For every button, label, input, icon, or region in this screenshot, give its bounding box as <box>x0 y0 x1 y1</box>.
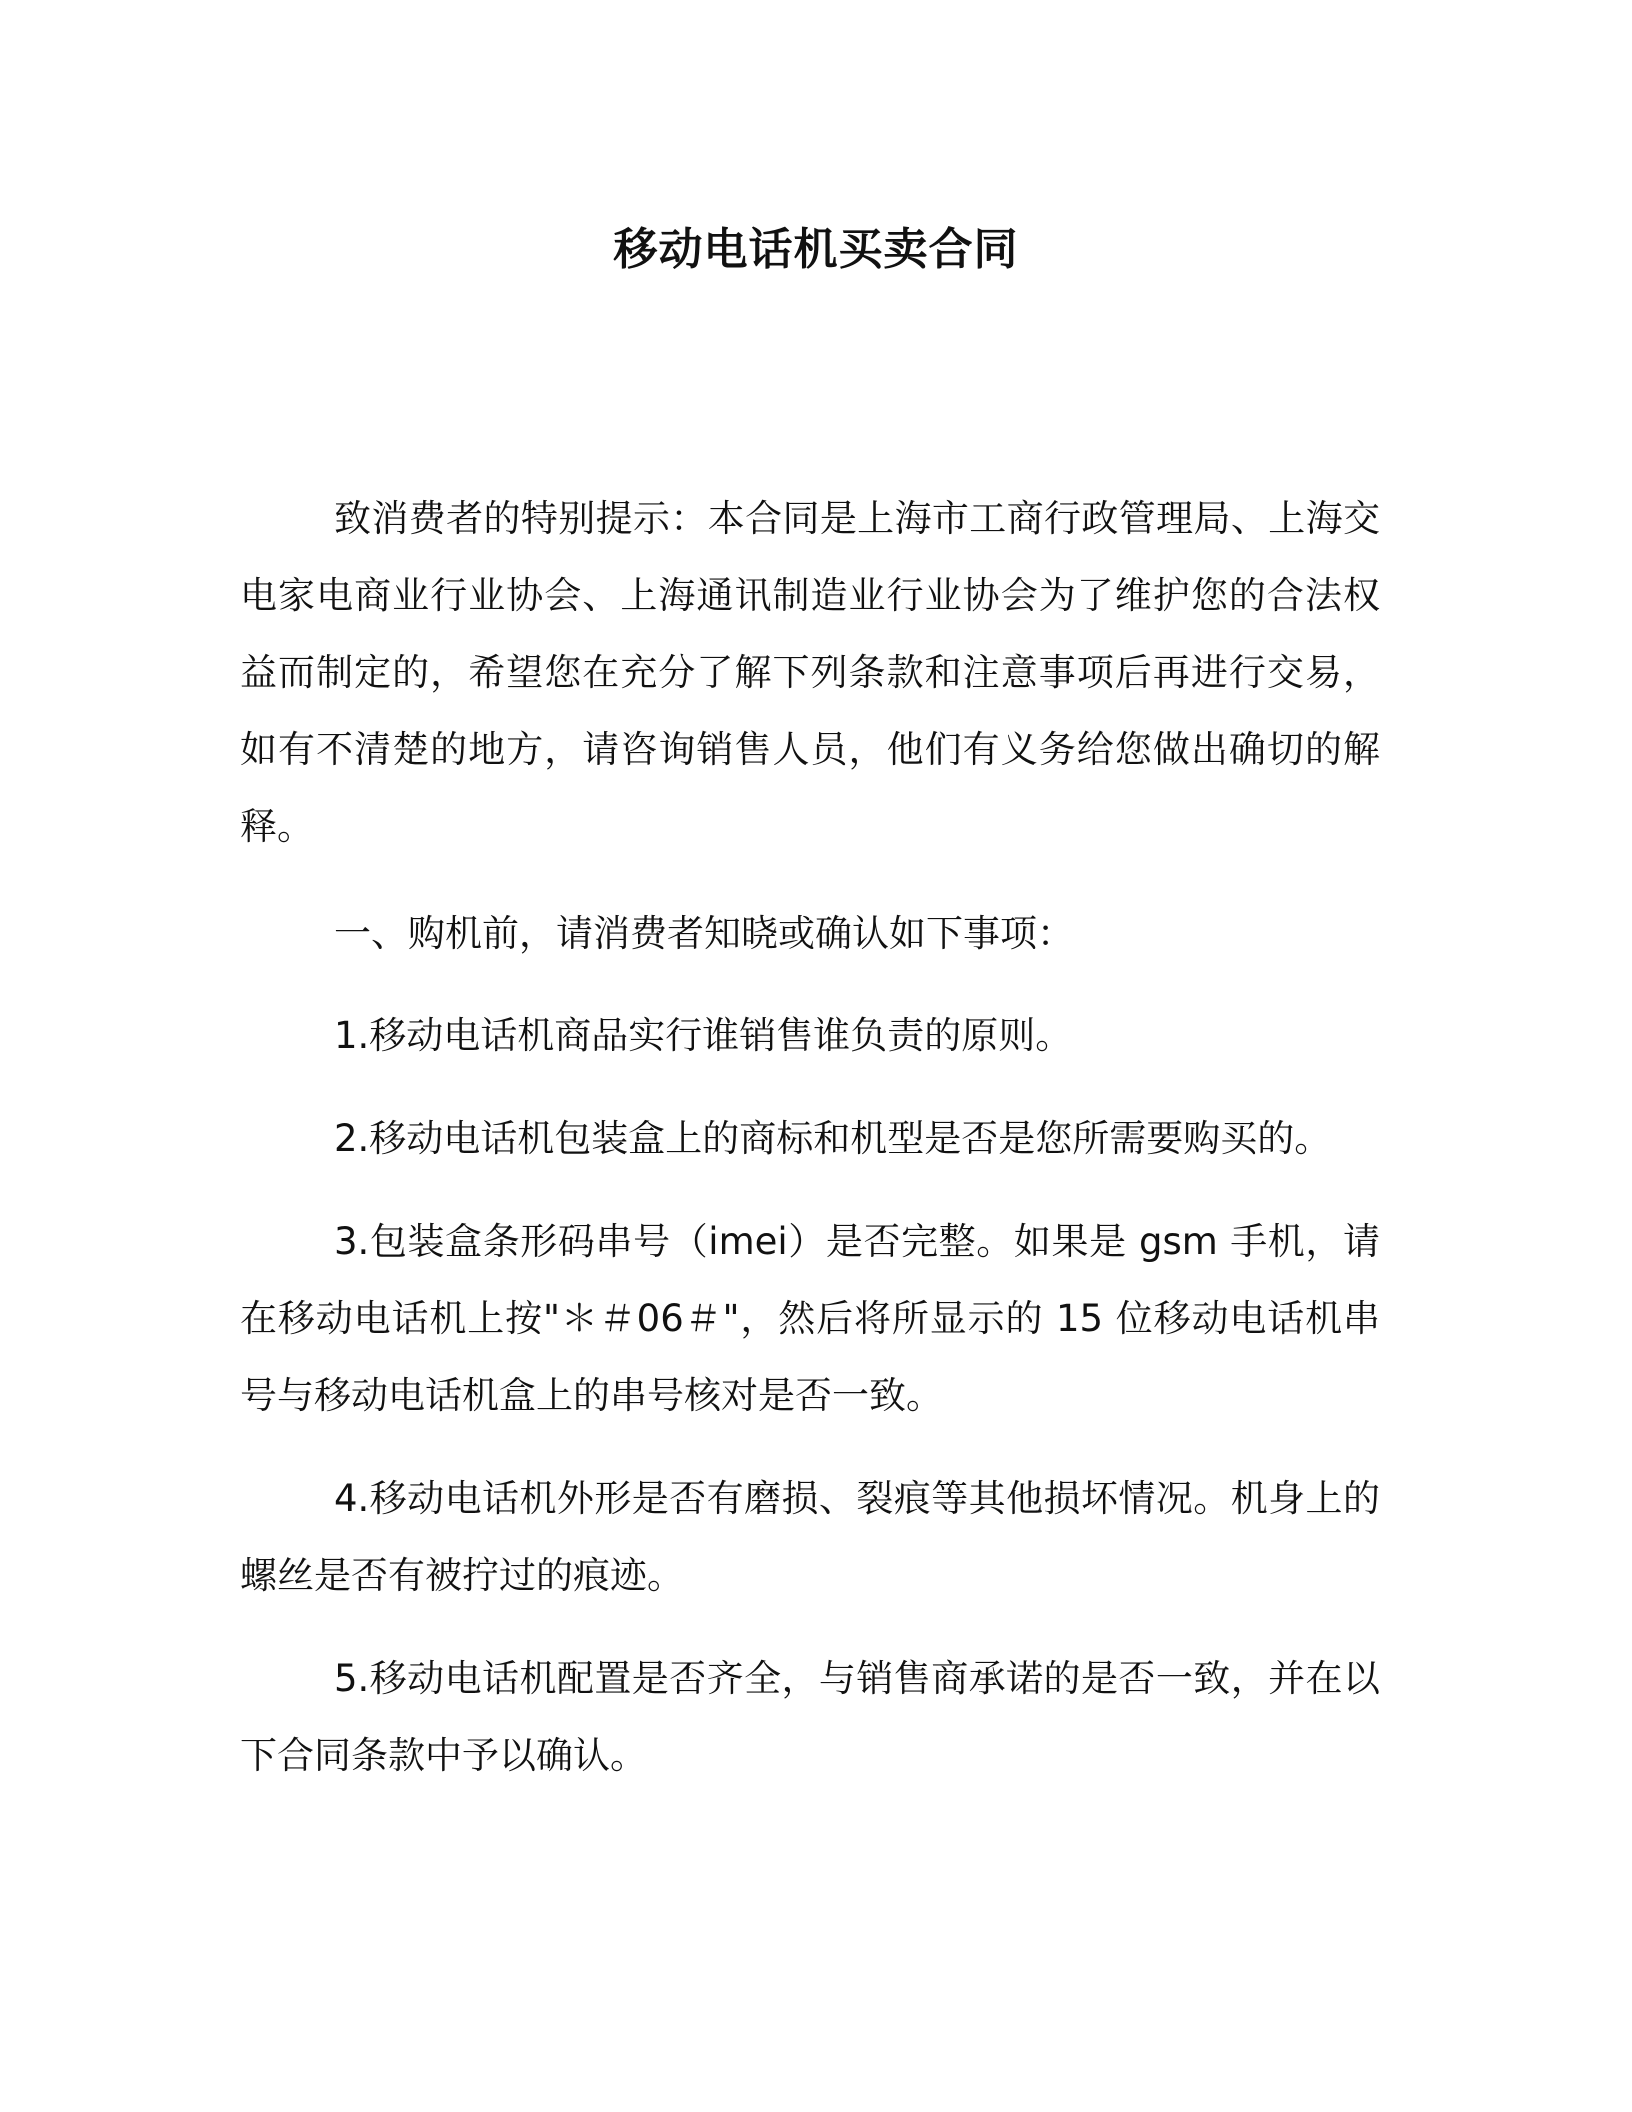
list-item: 2.移动电话机包装盒上的商标和机型是否是您所需要购买的。 <box>334 1117 1332 1160</box>
list-item: 1.移动电话机商品实行谁销售谁负责的原则。 <box>334 1014 1073 1057</box>
document-title: 移动电话机买卖合同 <box>613 224 1019 275</box>
list-item: 3.包装盒条形码串号（imei）是否完整。如果是 gsm 手机，请在移动电话机上按"＊＃06＃"，然后将所显示的 15 位移动电话机串号与移动电话机盒上的串号核对是否一致。 <box>240 1220 1380 1417</box>
list-item: 5.移动电话机配置是否齐全，与销售商承诺的是否一致，并在以下合同条款中予以确认。 <box>240 1657 1380 1777</box>
section-heading: 一、购机前，请消费者知晓或确认如下事项： <box>334 912 1074 955</box>
list-item: 4.移动电话机外形是否有磨损、裂痕等其他损坏情况。机身上的螺丝是否有被拧过的痕迹。 <box>240 1477 1380 1597</box>
intro-paragraph: 致消费者的特别提示：本合同是上海市工商行政管理局、上海交电家电商业行业协会、上海通讯制造业行业协会为了维护您的合法权益而制定的，希望您在充分了解下列条款和注意事项后再进行交易，如有不清楚的地方，请咨询销售人员，他们有义务给您做出确切的解释。 <box>240 497 1380 848</box>
